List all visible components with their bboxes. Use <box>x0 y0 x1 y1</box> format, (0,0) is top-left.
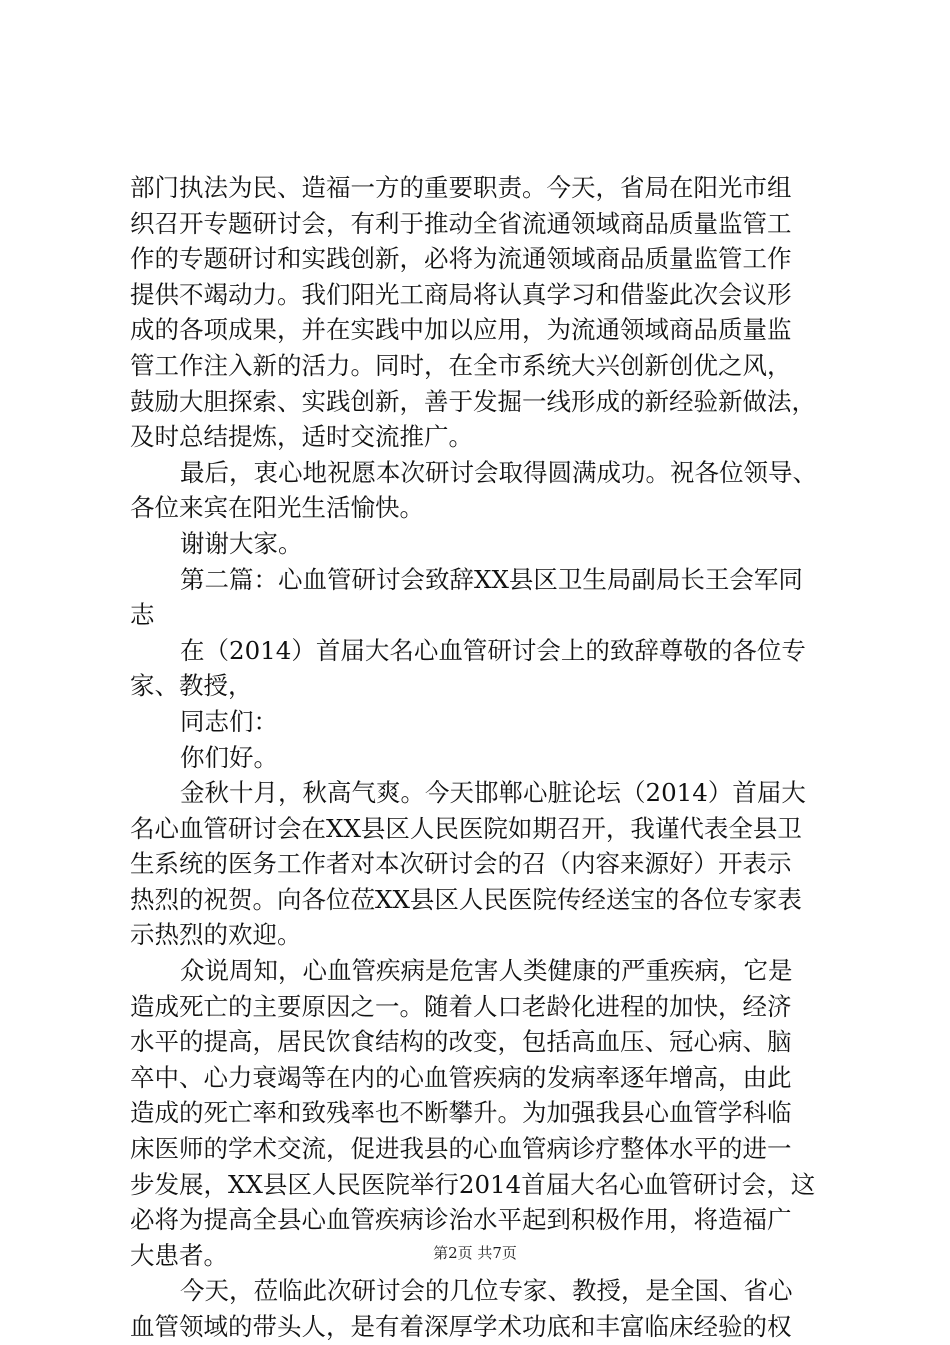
text-line: 血管领域的带头人，是有着深厚学术功底和丰富临床经验的权 <box>130 1312 792 1341</box>
text-line: 及时总结提炼，适时交流推广。 <box>130 422 473 452</box>
text-line: 必将为提高全县心血管疾病诊治水平起到积极作用，将造福广 <box>130 1205 792 1235</box>
text-line: 同志们： <box>180 706 278 736</box>
text-line: 织召开专题研讨会，有利于推动全省流通领域商品质量监管工 <box>130 208 792 238</box>
section-heading: 志 <box>130 600 155 630</box>
text-line: 各位来宾在阳光生活愉快。 <box>130 493 424 523</box>
text-line: 卒中、心力衰竭等在内的心血管疾病的发病率逐年增高，由此 <box>130 1062 792 1092</box>
text-line: 鼓励大胆探索、实践创新，善于发掘一线形成的新经验新做法， <box>130 386 816 416</box>
text-line: 提供不竭动力。我们阳光工商局将认真学习和借鉴此次会议形 <box>130 279 792 309</box>
text-line: 名心血管研讨会在XX县区人民医院如期召开，我谨代表全县卫 <box>130 813 802 843</box>
text-line: 示热烈的欢迎。 <box>130 920 302 950</box>
section-heading: 第二篇：心血管研讨会致辞XX县区卫生局副局长王会军同 <box>180 564 803 594</box>
text-line: 成的各项成果，并在实践中加以应用，为流通领域商品质量监 <box>130 315 792 345</box>
text-line: 最后，衷心地祝愿本次研讨会取得圆满成功。祝各位领导、 <box>180 457 817 487</box>
text-line: 生系统的医务工作者对本次研讨会的召（内容来源好）开表示 <box>130 849 792 879</box>
text-line: 在（2014）首届大名心血管研讨会上的致辞尊敬的各位专 <box>180 635 806 665</box>
text-line: 水平的提高，居民饮食结构的改变，包括高血压、冠心病、脑 <box>130 1027 792 1057</box>
text-line: 今天，莅临此次研讨会的几位专家、教授，是全国、省心 <box>180 1276 793 1306</box>
text-line: 床医师的学术交流，促进我县的心血管病诊疗整体水平的进一 <box>130 1134 792 1164</box>
text-line: 众说周知，心血管疾病是危害人类健康的严重疾病，它是 <box>180 956 793 986</box>
text-line: 大患者。 <box>130 1240 228 1270</box>
document-body <box>130 170 830 1345</box>
text-line: 家、教授， <box>130 671 253 701</box>
text-line: 谢谢大家。 <box>180 528 303 558</box>
text-line: 造成的死亡率和致残率也不断攀升。为加强我县心血管学科临 <box>130 1098 792 1128</box>
text-line: 你们好。 <box>180 742 278 772</box>
text-line: 作的专题研讨和实践创新，必将为流通领域商品质量监管工作 <box>130 244 792 274</box>
text-line: 步发展，XX县区人民医院举行2014首届大名心血管研讨会，这 <box>130 1169 816 1199</box>
text-line: 管工作注入新的活力。同时，在全市系统大兴创新创优之风， <box>130 350 792 380</box>
text-line: 金秋十月，秋高气爽。今天邯郸心脏论坛（2014）首届大 <box>180 778 806 808</box>
page-number: 第2页 共7页 <box>433 1244 517 1262</box>
text-line: 部门执法为民、造福一方的重要职责。今天，省局在阳光市组 <box>130 173 792 202</box>
text-line: 热烈的祝贺。向各位莅XX县区人民医院传经送宝的各位专家表 <box>130 884 802 914</box>
text-line: 造成死亡的主要原因之一。随着人口老龄化进程的加快，经济 <box>130 991 792 1021</box>
